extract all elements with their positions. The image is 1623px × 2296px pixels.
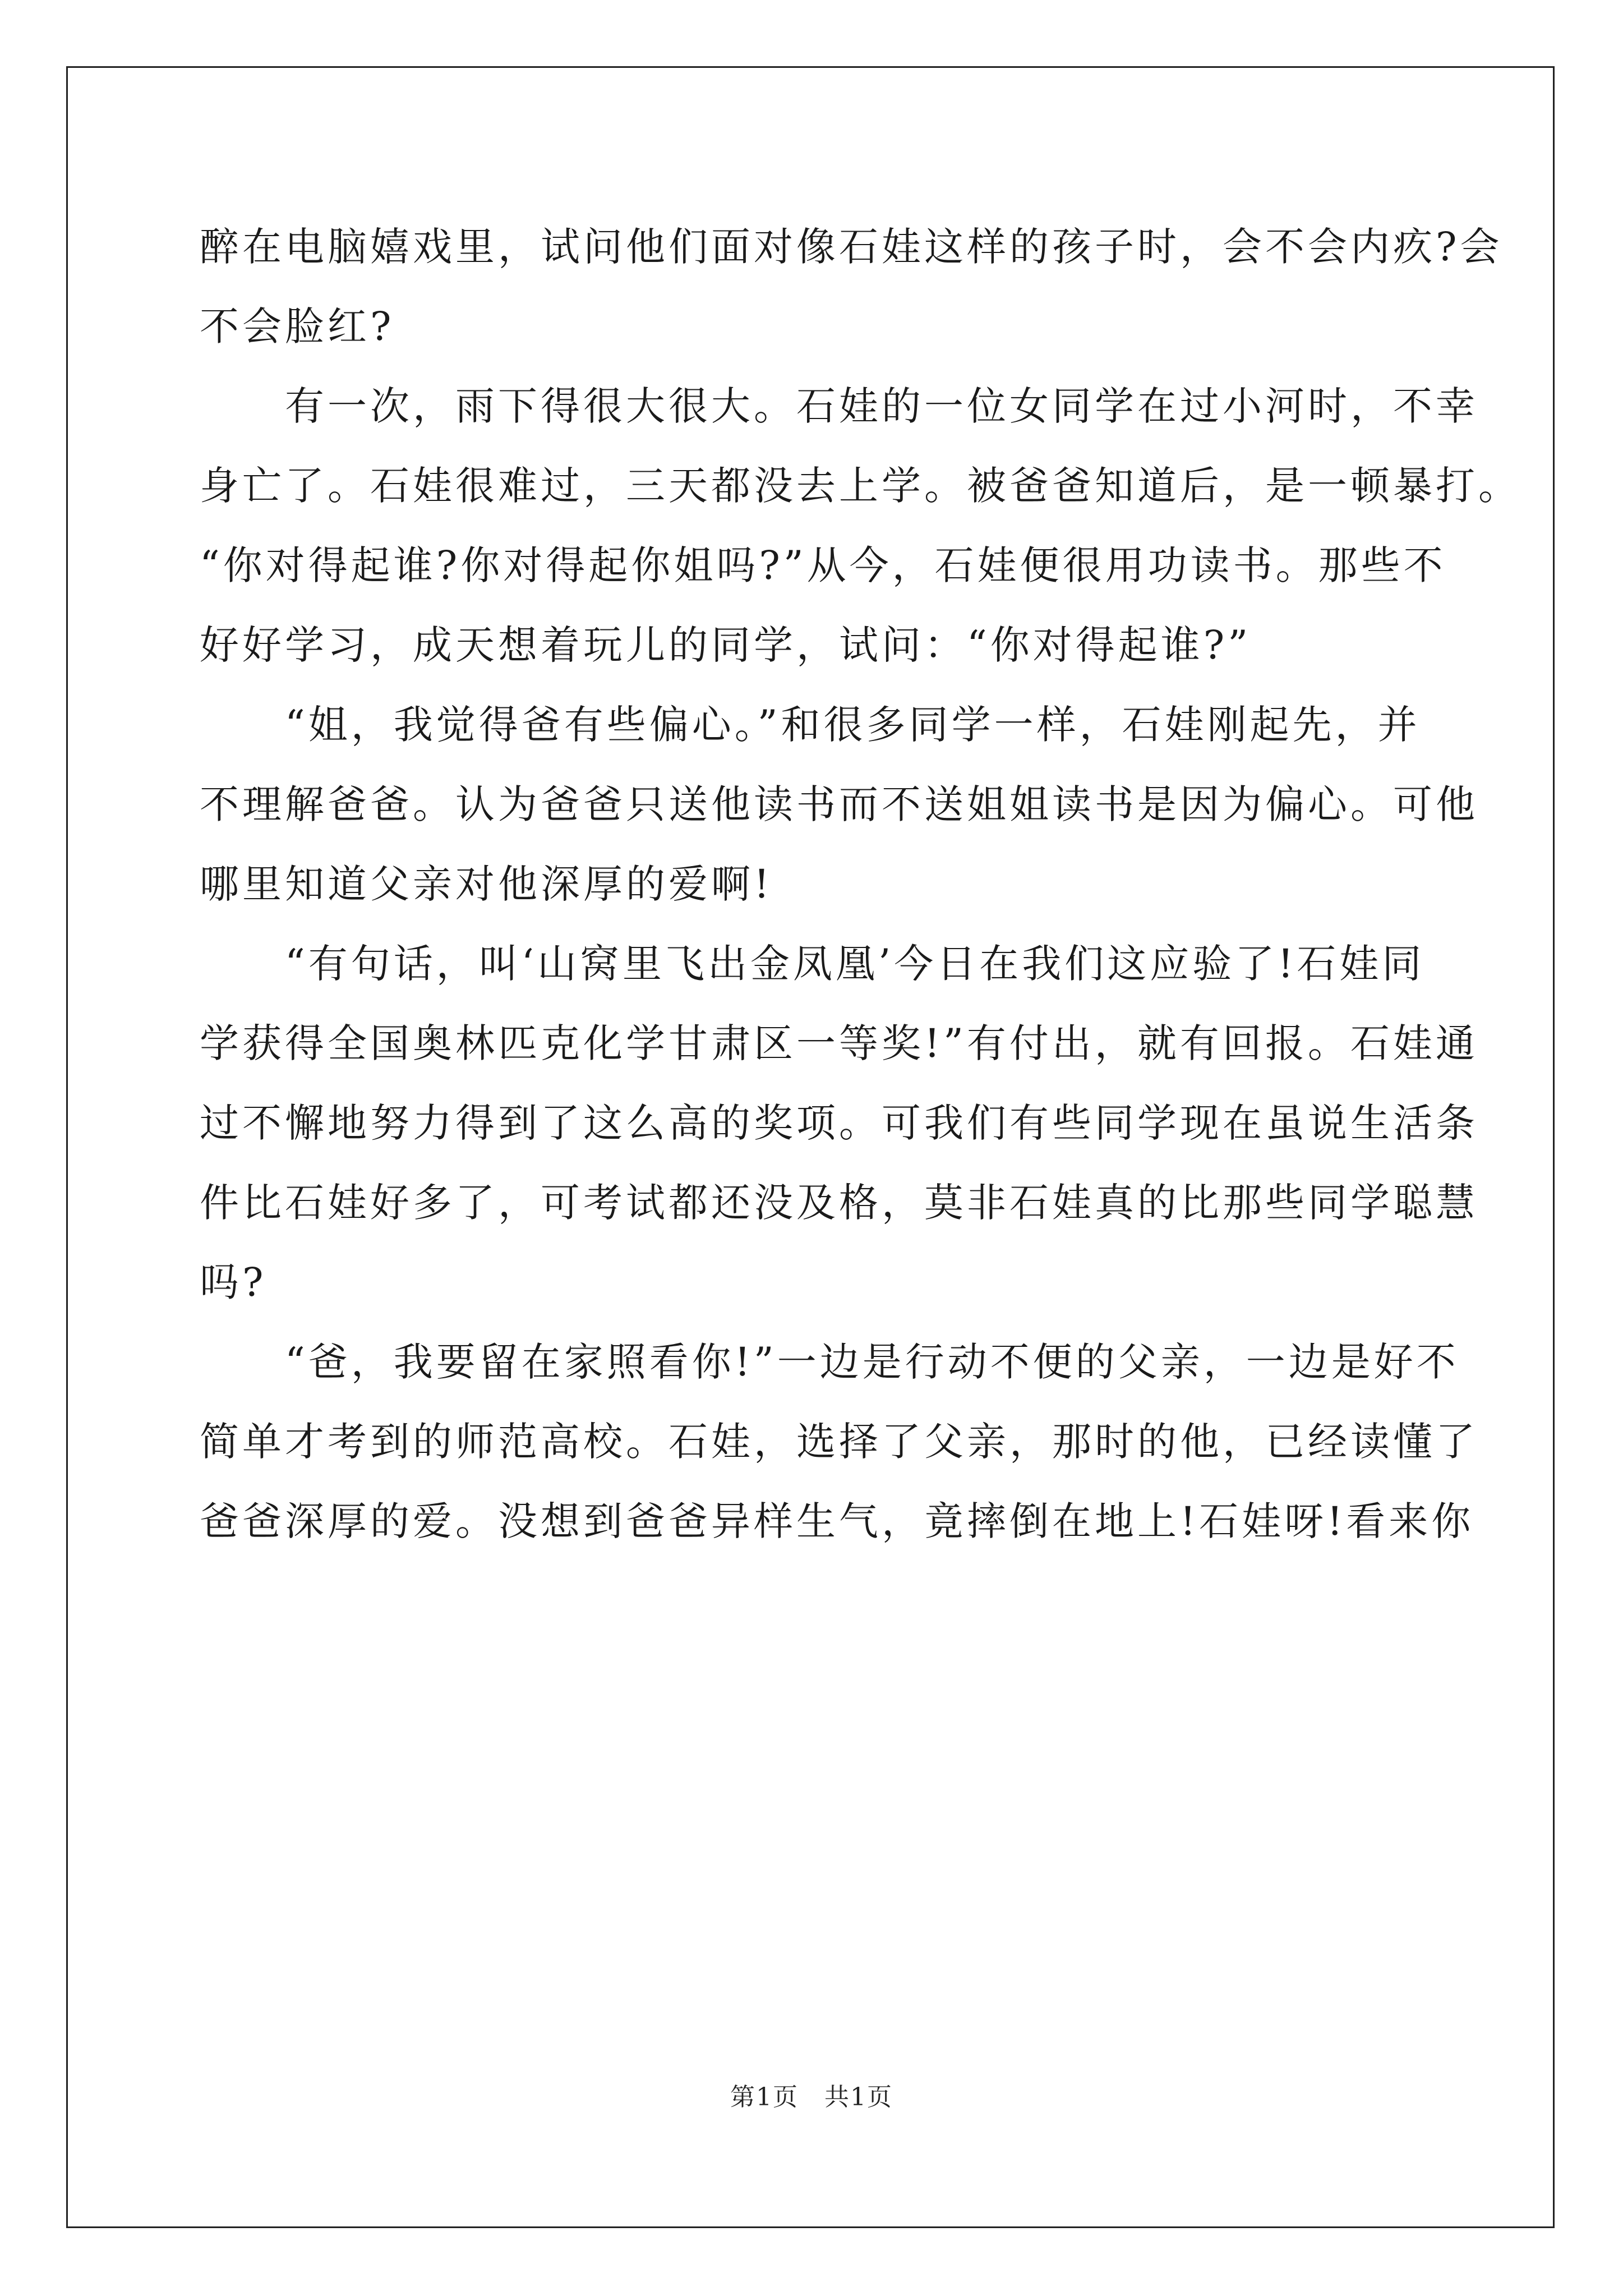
text-line: 身亡了。石娃很难过，三天都没去上学。被爸爸知道后，是一顿暴打。	[200, 463, 1521, 509]
text-line: 吗?	[200, 1259, 267, 1305]
text-line: 件比石娃好多了，可考试都还没及格，莫非石娃真的比那些同学聪慧	[200, 1180, 1478, 1226]
text-line: “你对得起谁?你对得起你姐吗?”从今，石娃便很用功读书。那些不	[200, 542, 1446, 588]
text-line: 不理解爸爸。认为爸爸只送他读书而不送姐姐读书是因为偏心。可他	[200, 781, 1478, 827]
text-line: 哪里知道父亲对他深厚的爱啊!	[200, 861, 773, 907]
text-line: 学获得全国奥林匹克化学甘肃区一等奖!”有付出，就有回报。石娃通	[200, 1020, 1478, 1066]
text-line: 醉在电脑嬉戏里，试问他们面对像石娃这样的孩子时，会不会内疚?会	[200, 224, 1503, 270]
page-footer: 第1页 共1页	[730, 2083, 893, 2111]
text-line: 好好学习，成天想着玩儿的同学，试问：“你对得起谁?”	[200, 622, 1252, 668]
text-line: 过不懈地努力得到了这么高的奖项。可我们有些同学现在虽说生活条	[200, 1100, 1478, 1146]
text-line: 简单才考到的师范高校。石娃，选择了父亲，那时的他，已经读懂了	[200, 1419, 1478, 1465]
text-line: 有一次，雨下得很大很大。石娃的一位女同学在过小河时，不幸	[200, 383, 1478, 429]
text-line: 不会脸红?	[200, 303, 395, 349]
text-line: “爸，我要留在家照看你!”一边是行动不便的父亲，一边是好不	[200, 1339, 1459, 1385]
text-line: “姐，我觉得爸有些偏心。”和很多同学一样，石娃刚起先，并	[200, 702, 1421, 748]
text-line: 爸爸深厚的爱。没想到爸爸异样生气，竟摔倒在地上!石娃呀!看来你	[200, 1498, 1474, 1544]
text-line: “有句话，叫‘山窝里飞出金凤凰’今日在我们这应验了!石娃同	[200, 941, 1425, 987]
